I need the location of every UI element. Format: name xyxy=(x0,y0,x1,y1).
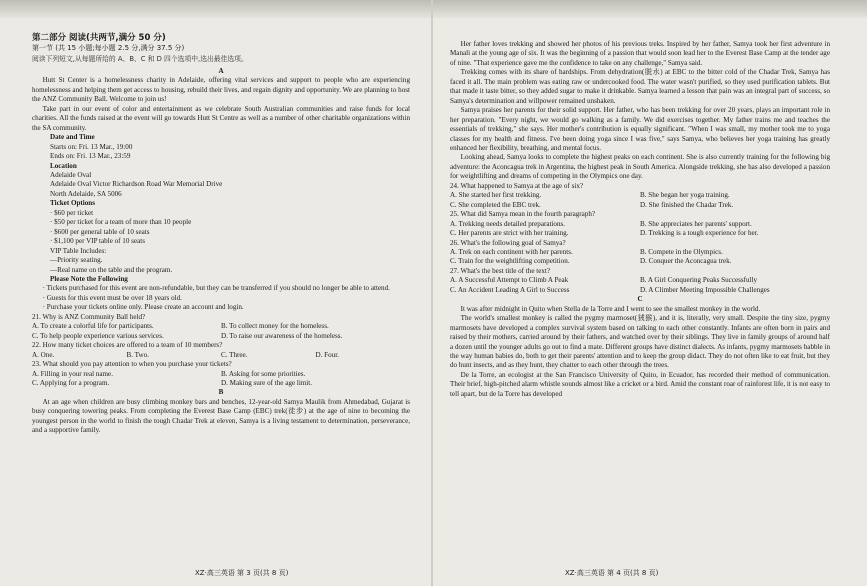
q21-option-b: B. To collect money for the homeless. xyxy=(221,322,329,331)
notice-heading: Please Note the Following xyxy=(50,274,128,283)
passage-c-p2: The world's smallest monkey is called the pygmy marmoset(狨猴), and it is, literally, very small. Despite the tiny size, pygmy marmosets have developed a complex survival system based on talking to each other constantly. Infants are often born in pairs and raised by their mothers, carried around by their fathers, and watched over by their siblings. They live in family groups of around half a dozen until the younger adults go out to find a mate. Different groups have distinct dialects. As infants, pygmy marmosets babble in the way human babies do, both to get their parents' attention and to keep the group didact. They do not often like to eat fruit, but they do hunt insects, and as they hunt, they chatter to each other through the trees. xyxy=(450,314,830,370)
q23-options xyxy=(32,370,410,379)
passage-b-p5: Looking ahead, Samya looks to complete the highest peaks on each continent. She is also currently training for the following big adventure: the Aconcagua trek in Argentina, the highest peak in South America. Alongside trekking, she has also developed a passion for weightlifting and dreams of competing in the Olympics one day. xyxy=(450,153,830,181)
q22-option-c: C. Three. xyxy=(221,350,248,359)
q22-option-a: A. One. xyxy=(32,350,55,359)
question-21: 21. Why is ANZ Community Ball held? xyxy=(32,312,146,321)
q26-options xyxy=(450,248,830,257)
instruction-text: 阅读下列短文,从每题所给的 A、B、C 和 D 四个选项中,选出最佳选项。 xyxy=(32,55,248,63)
passage-b-label: B xyxy=(218,388,224,397)
q27-option-b: B. A Girl Conquering Peaks Successfully xyxy=(640,276,758,285)
q24-option-a: A. She started her first trekking. xyxy=(450,191,542,200)
left-page xyxy=(32,67,410,436)
ticket-option-3: · $600 per general table of 10 seats xyxy=(50,227,150,236)
q24-option-b: B. She began her yoga training. xyxy=(640,191,730,200)
q26-option-b: B. Compete in the Olympics. xyxy=(640,247,723,256)
q27-option-a: A. A Successful Attempt to Climb A Peak xyxy=(450,276,569,285)
q24-options-2 xyxy=(450,201,830,210)
ends-text: Ends on: Fri. 13 Mar., 23:59 xyxy=(50,152,131,161)
ticket-option-4: · $1,100 per VIP table of 10 seats xyxy=(50,237,145,246)
date-heading: Date and Time xyxy=(50,133,95,142)
q27-options xyxy=(450,276,830,285)
q27-options-2 xyxy=(450,286,830,295)
passage-c-label: C xyxy=(637,295,643,304)
starts-text: Starts on: Fri. 13 Mar., 19:00 xyxy=(50,142,133,151)
q25-option-b: B. She appreciates her parents' support. xyxy=(640,219,752,228)
passage-a-p2: Take part in our event of color and entertainment as we celebrate South Australian communities and raise funds for local charities. All the funds raised at the event will go towards Hutt St Centre as well as a number of other charitable organizations within the SA community. xyxy=(32,104,410,132)
location-line-2: Adelaide Oval Victor Richardson Road War Memorial Drive xyxy=(50,180,223,189)
q27-option-d: D. A Climber Meeting Impossible Challenges xyxy=(640,285,770,294)
q26-option-d: D. Conquer the Aconcagua trek. xyxy=(640,257,732,266)
passage-a-label: A xyxy=(218,67,224,75)
q25-option-c: C. Her parents are strict with her training. xyxy=(450,229,569,238)
q21-option-a: A. To create a colorful life for participants. xyxy=(32,322,154,331)
right-page xyxy=(450,40,830,399)
footer-right: XZ·高三英语 第 4 页(共 8 页) xyxy=(565,569,659,577)
q21-option-d: D. To raise our awareness of the homeless. xyxy=(221,331,343,340)
q23-option-c: C. Applying for a program. xyxy=(32,378,110,387)
location-line-1: Adelaide Oval xyxy=(50,170,92,179)
q25-options xyxy=(450,220,830,229)
q23-options-2 xyxy=(32,379,410,388)
q22-option-d: D. Four. xyxy=(315,350,339,359)
passage-b-p1: At an age when children are busy climbing monkey bars and benches, 12-year-old Samya Maulik from Ahmedabad, Gujarat is busy conquering towering peaks. From completing the Everest Base Camp (EBC) trek(徒步) at the age of nine to becoming the youngest person in the world to finish the tough Chadar Trek at eleven, Samya is a living testament to determination, perseverance, and a supportive family. xyxy=(32,397,410,435)
question-27: 27. What's the best title of the text? xyxy=(450,266,551,275)
q22-options xyxy=(32,351,410,360)
q21-option-c: C. To help people experience various services. xyxy=(32,331,164,340)
question-22: 22. How many ticket choices are offered to a team of 10 members? xyxy=(32,341,223,350)
q21-options-2 xyxy=(32,332,410,341)
q24-options xyxy=(450,191,830,200)
q25-options-2 xyxy=(450,229,830,238)
q27-option-c: C. An Accident Leading A Girl to Success xyxy=(450,285,570,294)
q26-option-c: C. Train for the weightlifting competition. xyxy=(450,257,570,266)
question-24: 24. What happened to Samya at the age of six? xyxy=(450,181,584,190)
passage-c-p1: It was after midnight in Quito when Stella de la Torre and I went to see the smallest monkey in the world. xyxy=(460,304,761,313)
notice-1: · Tickets purchased for this event are non-refundable, but they can be transferred if you should no longer be able to attend. xyxy=(42,284,390,293)
q23-option-d: D. Making sure of the age limit. xyxy=(221,378,313,387)
question-25: 25. What did Samya mean in the fourth paragraph? xyxy=(450,210,596,219)
location-heading: Location xyxy=(50,161,77,170)
q24-option-c: C. She completed the EBC trek. xyxy=(450,200,541,209)
q22-option-b: B. Two. xyxy=(126,350,149,359)
ticket-heading: Ticket Options xyxy=(50,199,96,208)
vip-heading: VIP Table Includes: xyxy=(50,246,107,255)
q26-options-2 xyxy=(450,257,830,266)
scan-shadow xyxy=(0,0,867,18)
passage-b-p4: Samya praises her parents for their solid support. Her father, who has been trekking for over 20 years, plays an important role in her preparation. "Every night, we would go walking as a family. We did exercises together. My father trains me and teaches the essentials of trekking," she says. Her mother's contribution is equally significant. "When I was small, my mother took me to yoga classes for my health and fitness. I've been doing yoga since I was five," says Samya, who believes her yoga training has greatly enhanced her flexibility, breathing, and mental focus. xyxy=(450,106,830,152)
q24-option-d: D. She finished the Chadar Trek. xyxy=(640,200,734,209)
passage-a-p1: Hutt St Center is a homelessness charity in Adelaide, offering vital services and support to people who are experiencing homelessness and helping them get access to housing, rebuild their lives, and regain dignity and opportunity. We are planning to host the ANZ Community Ball. Welcome to join us! xyxy=(32,76,410,104)
q23-option-b: B. Asking for some priorities. xyxy=(221,369,306,378)
part-heading: 第二部分 阅读(共两节,满分 50 分) xyxy=(32,33,166,43)
vip-item-2: —Real name on the table and the program. xyxy=(50,265,173,274)
page-fold xyxy=(431,0,433,586)
notice-2: · Guests for this event must be over 18 years old. xyxy=(42,293,182,302)
passage-c-p3: De la Torre, an ecologist at the San Francisco University of Quito, in Ecuador, has recorded their method of communication. Their brief, high-pitched alarm whistle sounds almost like a cricket or a bird. Amid the constant roar of rainforest life, it is not easy to tell apart, but de la Torre has developed xyxy=(450,370,830,398)
q25-option-d: D. Trekking is a tough experience for her. xyxy=(640,229,759,238)
footer-left: XZ·高三英语 第 3 页(共 8 页) xyxy=(195,569,289,577)
vip-item-1: —Priority seating. xyxy=(50,256,103,265)
passage-b-p3: Trekking comes with its share of hardships. From dehydration(脱水) at EBC to the bitter cold of the Chadar Trek, Samya has faced it all. The main problem was eating raw or undercooked food. The water wasn't purified, so they used purification tablets. But that made it taste bitter, so they added sugar to make it drinkable. Samya learned a lesson that pain was an integral part of success, so Samya's determination and willpower remained unshaken. xyxy=(450,68,830,105)
ticket-option-1: · $60 per ticket xyxy=(50,208,94,217)
passage-b-p2: Her father loves trekking and showed her photos of his previous treks. Inspired by her father, Samya took her first adventure in Manali at the young age of six. It was the beginning of a passion that would soon lead her to the Everest Base Camp at the tender age of nine. "That experience gave me the confidence to take on any challenge," Samya said. xyxy=(450,40,830,67)
ticket-option-2: · $50 per ticket for a team of more than 10 people xyxy=(50,218,192,227)
question-26: 26. What's the following goal of Samya? xyxy=(450,238,566,247)
q21-options xyxy=(32,322,410,331)
notice-3: · Purchase your tickets online only. Please create an account and login. xyxy=(42,303,244,312)
q26-option-a: A. Trek on each continent with her parents. xyxy=(450,247,573,256)
q23-option-a: A. Filling in your real name. xyxy=(32,369,113,378)
question-23: 23. What should you pay attention to when you purchase your tickets? xyxy=(32,360,232,369)
section-heading: 第一节 (共 15 小题;每小题 2.5 分,满分 37.5 分) xyxy=(32,44,185,52)
q25-option-a: A. Trekking needs detailed preparations. xyxy=(450,219,566,228)
location-line-3: North Adelaide, SA 5006 xyxy=(50,189,122,198)
